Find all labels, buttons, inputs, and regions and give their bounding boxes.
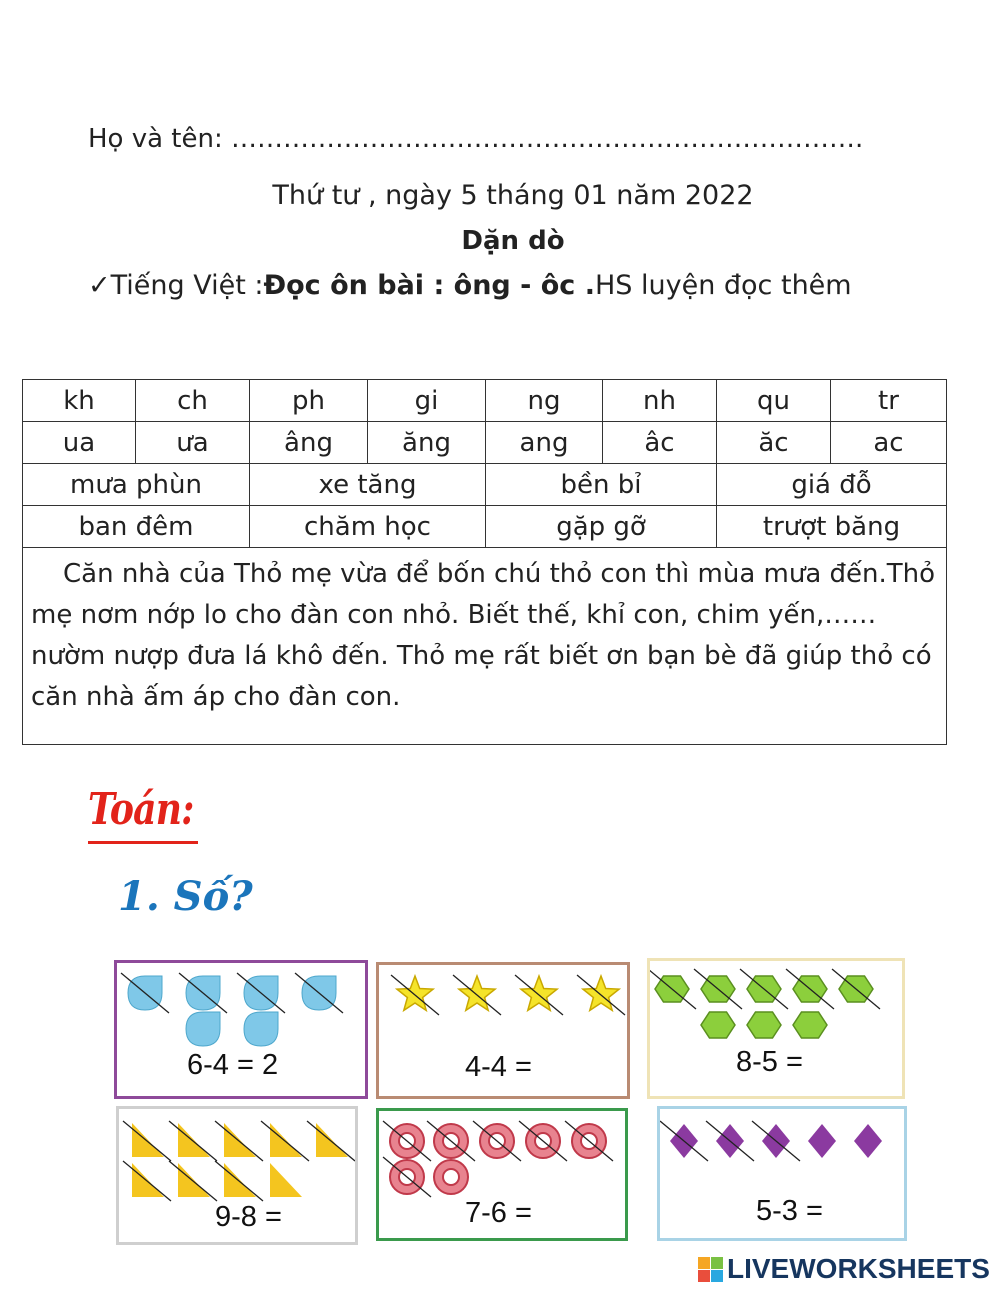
table-row-paragraph <box>23 548 947 745</box>
equation-answer[interactable]: 4-4 = <box>465 1051 532 1083</box>
math-title-underline <box>88 841 198 844</box>
equation-answer[interactable]: 9-8 = <box>215 1201 282 1233</box>
equation-answer[interactable]: 7-6 = <box>465 1197 532 1229</box>
equation-answer[interactable]: 5-3 = <box>756 1195 823 1227</box>
exercise-card <box>114 960 368 1099</box>
logo-text: LIVEWORKSHEETS <box>727 1253 990 1284</box>
math-section-title: Toán: <box>88 784 194 835</box>
table-cell: xe tăng <box>250 464 486 506</box>
table-cell: ng <box>486 380 603 422</box>
hexagon-item <box>747 1012 781 1038</box>
table-row-consonants <box>23 380 947 422</box>
logo-icon <box>698 1257 723 1282</box>
student-name-line[interactable]: Họ và tên: ………………………………………………………………. <box>88 124 864 154</box>
exercise-title: 1. Số? <box>118 873 253 920</box>
table-row-words-1 <box>23 464 947 506</box>
task-prefix: ✓Tiếng Việt : <box>88 270 264 301</box>
task-bold: Đọc ôn bài : ông - ôc . <box>263 270 595 301</box>
exercise-card <box>376 1108 628 1241</box>
task-suffix: HS luyện đọc thêm <box>594 270 852 301</box>
exercise-card <box>657 1106 907 1241</box>
page-title: Dặn dò <box>461 226 565 256</box>
date-line: Thứ tư , ngày 5 tháng 01 năm 2022 <box>272 180 754 211</box>
table-cell: nh <box>603 380 717 422</box>
reading-table <box>22 379 947 745</box>
equation-answer[interactable]: 6-4 = 2 <box>187 1049 279 1081</box>
table-cell: gi <box>368 380 486 422</box>
exercise-card <box>647 958 905 1099</box>
exercise-card <box>116 1106 358 1245</box>
triangle-item <box>270 1163 302 1197</box>
table-cell: mưa phùn <box>23 464 250 506</box>
table-cell: ua <box>23 422 136 464</box>
table-cell: bền bỉ <box>486 464 717 506</box>
liveworksheets-logo <box>698 1253 990 1285</box>
table-cell: ăng <box>368 422 486 464</box>
table-row-words-2 <box>23 506 947 548</box>
exercise-card <box>376 962 630 1099</box>
table-cell: ăc <box>717 422 831 464</box>
table-cell: chăm học <box>250 506 486 548</box>
ring-item <box>434 1160 468 1194</box>
table-cell: ban đêm <box>23 506 250 548</box>
equation-answer[interactable]: 8-5 = <box>736 1046 803 1078</box>
table-row-vowels <box>23 422 947 464</box>
table-cell: âc <box>603 422 717 464</box>
table-cell: kh <box>23 380 136 422</box>
table-cell: ang <box>486 422 603 464</box>
table-cell: ch <box>136 380 250 422</box>
hexagon-item <box>701 1012 735 1038</box>
table-cell: tr <box>831 380 947 422</box>
paragraph-text: Căn nhà của Thỏ mẹ vừa để bốn chú thỏ con thì mùa mưa đến.Thỏ mẹ nơm nớp lo cho đàn con nhỏ. Biết thế, khỉ con, chim yến,…… nườm nượp đưa lá khô đến. Thỏ mẹ rất biết ơn bạn bè đã giúp thỏ có căn nhà ấm áp cho đàn con. <box>31 559 936 712</box>
table-cell: trượt băng <box>717 506 947 548</box>
table-cell: qu <box>717 380 831 422</box>
reading-task <box>88 270 852 301</box>
drop-item <box>244 1012 278 1046</box>
reading-paragraph <box>23 548 947 745</box>
table-cell: giá đỗ <box>717 464 947 506</box>
table-cell: ac <box>831 422 947 464</box>
diamond-item <box>808 1124 836 1158</box>
hexagon-item <box>793 1012 827 1038</box>
diamond-item <box>854 1124 882 1158</box>
table-cell: âng <box>250 422 368 464</box>
drop-item <box>186 1012 220 1046</box>
table-cell: ưa <box>136 422 250 464</box>
table-cell: ph <box>250 380 368 422</box>
table-cell: gặp gỡ <box>486 506 717 548</box>
